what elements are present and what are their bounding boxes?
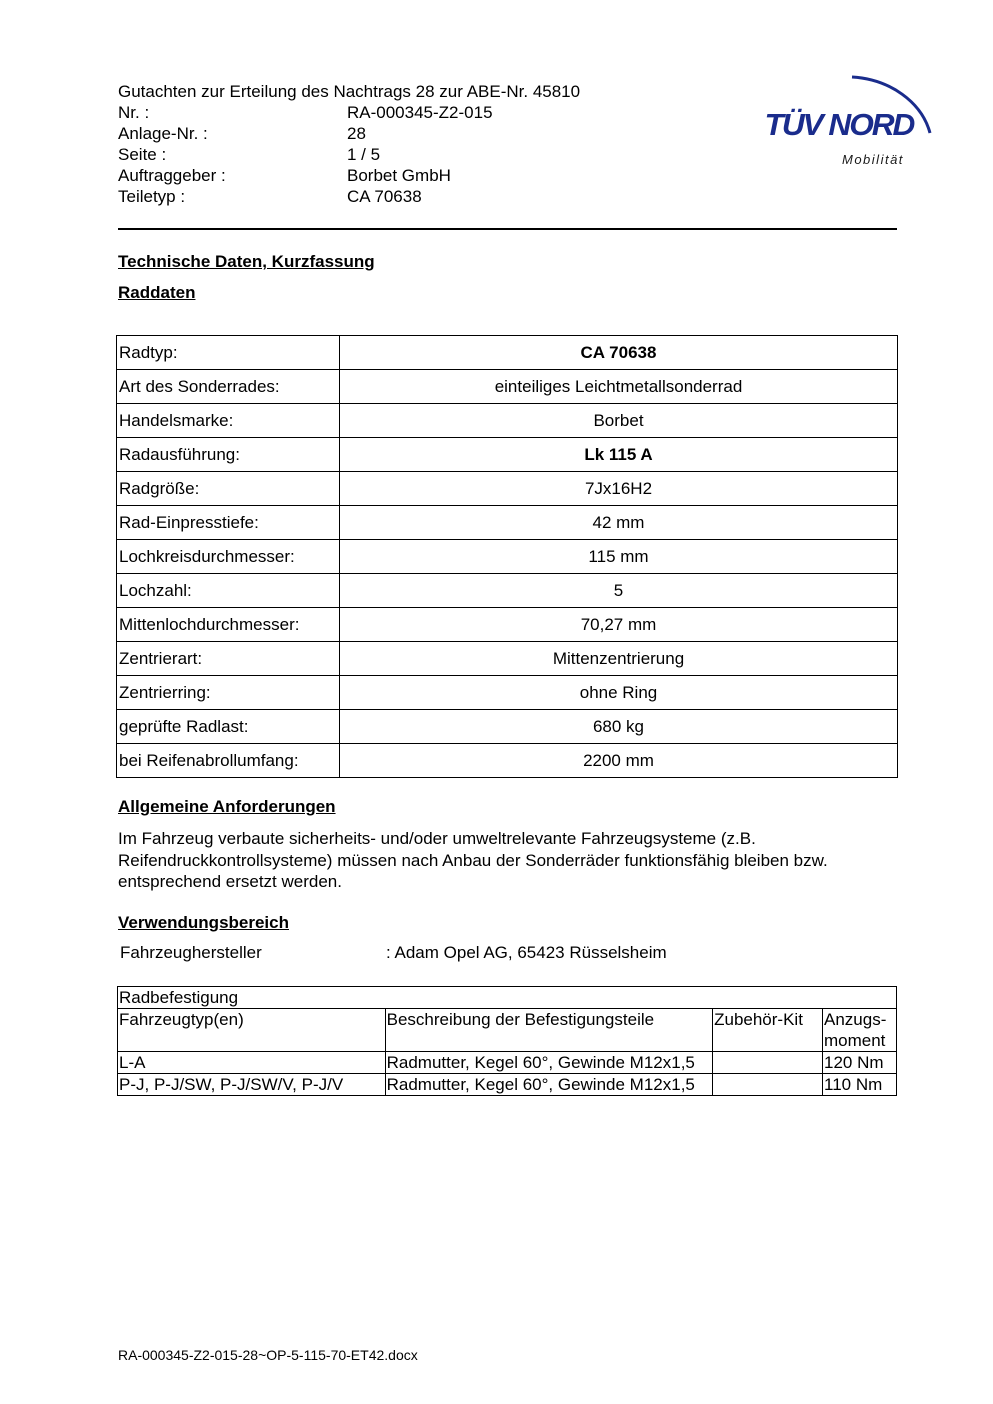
wheel-data-table — [116, 335, 898, 778]
table-row — [117, 540, 898, 574]
header-value: Borbet GmbH — [347, 166, 451, 185]
table-cell-label: Zentrierring: — [117, 676, 340, 710]
table-row — [117, 574, 898, 608]
table-cell-label: Lochkreisdurchmesser: — [117, 540, 340, 574]
table-row — [117, 404, 898, 438]
footer-filename: RA-000345-Z2-015-28~OP-5-115-70-ET42.docx — [118, 1347, 418, 1363]
table-row — [117, 438, 898, 472]
table-row — [117, 370, 898, 404]
header-row-nr — [118, 102, 580, 123]
table-row — [118, 987, 897, 1009]
table-cell-value: 5 — [340, 574, 898, 608]
vehicle-type-cell: P-J, P-J/SW, P-J/SW/V, P-J/V — [118, 1074, 386, 1096]
torque-cell: 110 Nm — [823, 1074, 897, 1096]
logo-subtitle: Mobilität — [842, 152, 904, 167]
table-cell-value: 680 kg — [340, 710, 898, 744]
header-row-seite — [118, 144, 580, 165]
logo-brand: TÜV NORD — [764, 107, 914, 142]
table-row — [117, 472, 898, 506]
table-cell-label: Radtyp: — [117, 336, 340, 370]
header-value: CA 70638 — [347, 187, 422, 206]
section-heading-tech: Technische Daten, Kurzfassung — [118, 252, 375, 271]
fastener-description-cell: Radmutter, Kegel 60°, Gewinde M12x1,5 — [385, 1052, 712, 1074]
header-label: Teiletyp : — [118, 187, 186, 206]
table-cell-value: 7Jx16H2 — [340, 472, 898, 506]
table-row — [117, 336, 898, 370]
table-cell-value: Lk 115 A — [340, 438, 898, 472]
tuv-nord-logo — [760, 55, 945, 175]
table-cell-label: Radgröße: — [117, 472, 340, 506]
manufacturer-value: : Adam Opel AG, 65423 Rüsselsheim — [386, 943, 667, 962]
table-row — [117, 506, 898, 540]
table-cell-label: Lochzahl: — [117, 574, 340, 608]
torque-cell: 120 Nm — [823, 1052, 897, 1074]
manufacturer-label: Fahrzeughersteller — [120, 943, 262, 962]
header-value: RA-000345-Z2-015 — [347, 103, 493, 122]
section-heading-verwendung: Verwendungsbereich — [118, 913, 289, 932]
table-cell-label: geprüfte Radlast: — [117, 710, 340, 744]
header-divider — [118, 228, 897, 230]
table-row — [118, 1074, 897, 1096]
header-label: Anlage-Nr. : — [118, 124, 208, 143]
allgemein-paragraph: Im Fahrzeug verbaute sicherheits- und/oder umweltrelevante Fahrzeugsysteme (z.B. Reifendruckkontrollsysteme) müssen nach Anbau der Sonderräder funktionsfähig bleiben bzw. entsprechend ersetzt werden. — [118, 829, 828, 891]
table-cell-label: Radausführung: — [117, 438, 340, 472]
table-row — [118, 1052, 897, 1074]
table-row — [117, 676, 898, 710]
document-header — [118, 81, 580, 207]
table-cell-label: Rad-Einpresstiefe: — [117, 506, 340, 540]
accessory-kit-cell — [713, 1052, 823, 1074]
table-cell-label: bei Reifenabrollumfang: — [117, 744, 340, 778]
header-row-auftraggeber — [118, 165, 580, 186]
table-row — [117, 744, 898, 778]
header-label: Seite : — [118, 145, 167, 164]
table-cell-label: Mittenlochdurchmesser: — [117, 608, 340, 642]
table-cell-value: 42 mm — [340, 506, 898, 540]
column-header: Beschreibung der Befestigungsteile — [385, 1009, 712, 1052]
section-heading-raddaten: Raddaten — [118, 283, 196, 302]
header-value: 1 / 5 — [347, 145, 381, 164]
header-label: Nr. : — [118, 103, 150, 122]
document-title: Gutachten zur Erteilung des Nachtrags 28 zur ABE-Nr. 45810 — [118, 82, 581, 101]
table-cell-value: ohne Ring — [340, 676, 898, 710]
table-cell-label: Art des Sonderrades: — [117, 370, 340, 404]
header-row-anlage — [118, 123, 580, 144]
mounting-table — [117, 986, 897, 1096]
table-row — [117, 642, 898, 676]
mounting-table-title: Radbefestigung — [118, 987, 897, 1009]
table-cell-label: Handelsmarke: — [117, 404, 340, 438]
fastener-description-cell: Radmutter, Kegel 60°, Gewinde M12x1,5 — [385, 1074, 712, 1096]
table-cell-label: Zentrierart: — [117, 642, 340, 676]
column-header: Fahrzeugtyp(en) — [118, 1009, 386, 1052]
header-value: 28 — [347, 124, 366, 143]
table-cell-value: Mittenzentrierung — [340, 642, 898, 676]
table-row — [117, 710, 898, 744]
table-cell-value: einteiliges Leichtmetallsonderrad — [340, 370, 898, 404]
section-heading-allgemein: Allgemeine Anforderungen — [118, 797, 336, 816]
vehicle-type-cell: L-A — [118, 1052, 386, 1074]
header-row-teiletyp — [118, 186, 580, 207]
accessory-kit-cell — [713, 1074, 823, 1096]
header-label: Auftraggeber : — [118, 166, 226, 185]
column-header: Anzugs-moment — [823, 1009, 897, 1052]
table-cell-value: 115 mm — [340, 540, 898, 574]
table-header-row — [118, 1009, 897, 1052]
column-header: Zubehör-Kit — [713, 1009, 823, 1052]
table-cell-value: Borbet — [340, 404, 898, 438]
table-cell-value: CA 70638 — [340, 336, 898, 370]
table-cell-value: 70,27 mm — [340, 608, 898, 642]
manufacturer-line — [120, 943, 667, 963]
table-cell-value: 2200 mm — [340, 744, 898, 778]
table-row — [117, 608, 898, 642]
